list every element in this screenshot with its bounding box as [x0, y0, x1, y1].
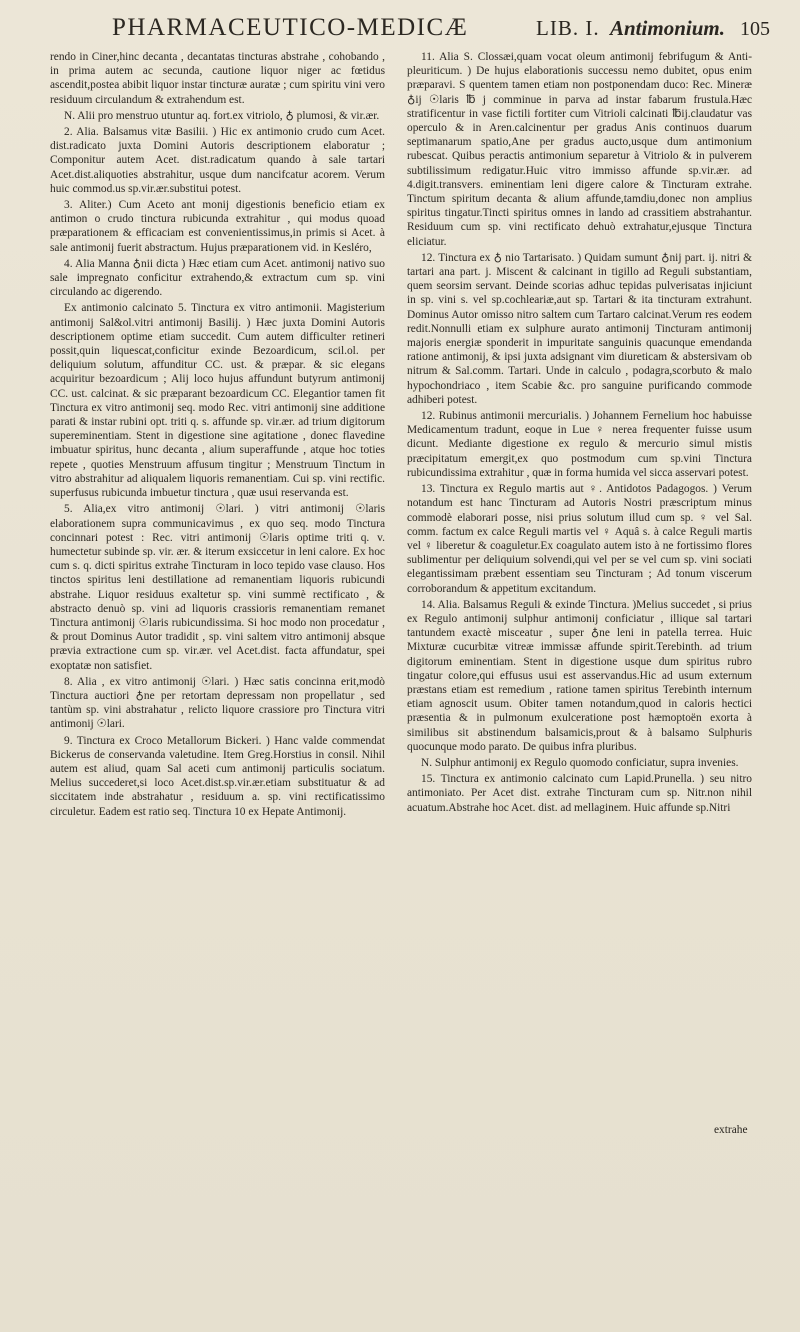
page-number: 105: [740, 18, 770, 40]
left-column: [50, 50, 385, 821]
paragraph: 12. Rubinus antimonii mercurialis. ) Johannem Fernelium hoc habuisse Medicamentum tradunt, eoque in Lue ♀ nerea frequenter fuisse usum dicunt. Mediante digestione ex regulo & mercurio simul mistis præcipitatum emergit,ex quo postmodum cum sp.vini Tinctura rubicundissima extrahitur , quæ in forma humida vel sicca asservari potest.: [407, 410, 752, 479]
section-title: Antimonium.: [610, 16, 725, 40]
paragraph: 4. Alia Manna ♁nii dicta ) Hæc etiam cum Acet. antimonij nativo suo sale impregnato conficitur extrahendo,& extractum cum sp. vini circulando ac digerendo.: [50, 257, 385, 299]
paragraph: 9. Tinctura ex Croco Metallorum Bickeri. ) Hanc valde commendat Bickerus de conservanda valetudine. Item Greg.Horstius in consil. Nihil autem est aliud, quam Sal aceti cum antimonij particulis sociatum. Melius succederet,si loco Acet.dist.sp.vir.ær.etiam substituatur & ad siccitatem inde abstrahatur , residuum a. sp. vini rectificatissimo circuletur. Eadem est ratio seq. Tinctura 10 ex Hepate Antimonij.: [50, 734, 385, 818]
paragraph: 3. Aliter.) Cum Aceto ant monij digestionis beneficio etiam ex antimon o crudo tinctura rubicunda extrahitur , qui modus quoad præparationem & efficaciam est convenientissimus,in primis si Acet. à sale antimonij fuerit abstractum. Hujus præparationem vid. in Kesléro,: [50, 199, 385, 254]
paragraph: 13. Tinctura ex Regulo martis aut ♀. Antidotos Padagogos. ) Verum notandum est hanc Tincturam ad Autoris Nostri præscriptum minus commodè elaborari posse, nisi prius solutum illud cum sp. ♀ vel Sal. comm. factum ex calce Reguli martis vel ♀ Aquâ s. à calce Reguli martis vel ♀ liberetur & coaguletur.Ex coagulato autem isto à ne fortissimo flores sublimentur per deliquium solvendi,qui vel per se vel cum sp. vini sociati elegantissimam præbent essentiam seu Tincturam ; Ad tonum viscerum corroborandum & appetitum excitandum.: [407, 483, 752, 595]
paragraph: 11. Alia S. Clossæi,quam vocat oleum antimonij febrifugum & Anti-pleuriticum. ) De hujus elaborationis successu nemo dubitet, opus enim præparavi. S quentem tamen etiam non postponendam duco: Rec. Mineræ ♁ij ☉laris ℔ j comminue in parva ad instar fabarum frustula.Hæc stratificentur in vase fictili fortiter cum Vitrioli calcinati ℔ij.claudatur vas operculo & in Aren.calcinentur per gradus Anis continuos duarum septimanarum spatio,Ane per gradus aucto,usque dum antimonium rubescat. Quibus peractis antimonium separetur à Vitriolo & in pulverem subtilissimum redigatur.Huic vitro immisso affunde sp.vir.ær. ad 4.digit.transvers. eminentiam leni digere calore & Tincturam extrahe. Tinctum spiritum decanta & alium affunde,tamdiu,donec non amplius spiritus tingatur.Tincti spiritus omnes in lando ad crassitiem abstrahantur. Residuum cum sp. vini rectificato dehuò extrahatur,ejusque Tinctura eliciatur.: [407, 51, 752, 248]
paragraph: 15. Tinctura ex antimonio calcinato cum Lapid.Prunella. ) seu nitro antimoniato. Per Acet dist. extrahe Tincturam cum sp. Nitr.non nihil acuatum.Abstrahe hoc Acet. dist. ad mellaginem. Huic affunde sp.Nitri: [407, 773, 752, 814]
page-header: [112, 14, 770, 48]
catchword: extrahe: [714, 1124, 748, 1136]
paragraph: 14. Alia. Balsamus Reguli & exinde Tinctura. )Melius succedet , si prius ex Regulo antimonij sulphur antimonij conficiatur , illique sal tartari tantundem exactè misceatur , super ♁ne leni in patella terrea. Huic Mixturæ cucurbitæ vitreæ immissæ affunde spirit.Terebinth. ad trium digitorum eminentiam. Stent in digestione usque dum spiritus rubro tingatur colore,qui effusus usui est asservandus.Hic ad usum externum præstans etiam est remedium , ratione tamen spiritus Terebinth internum etiam agnoscit usum. Obiter tamen notandum,quod in caloris hectici præsentia & in pulmonum exulceratione post hæmoptoën exorta à similibus sit abstinendum balsamicis,prout & à balsamo Sulphuris quocunque modo parato. De quibus infra pluribus.: [407, 598, 752, 753]
paragraph: Ex antimonio calcinato 5. Tinctura ex vitro antimonii. Magisterium antimonij Sal&ol.vitri antimonij Basilij. ) Hæc juxta Domini Autoris descriptionem optime etiam succedit. Cum autem difficulter retineri possit,quin liquescat,conficitur exinde Bezoardicum, scil.ol. per deliquium solutum, affunditur CC. ust. & præpar. & sic elegans acquiritur bezoardicum ; Alij loco hujus affundunt butyrum antimonij CC. ust. calcinat. & sic præparant bezoardicum CC. Elegantior tamen fit Tinctura ex vitro antimonij seq. modo Rec. vitri antimonij sine additione parati & instar rubini opt. triti q. s. affunde sp. vir.ær. ad trium digitorum supereminentiam. Stent in digestione sine agitatione , donec flavedine imbuatur spiritus, hunc decanta , alium superaffunde , atque hoc toties repete , quoties Menstruum affusum tingitur ; Menstruum Tinctum in vitro abstrahitur ad aliqualem liquoris remanentiam. Cui sp. vini rectific. superfusus rubicunda imbuetur tinctura , quæ usui reservanda est.: [50, 302, 385, 500]
paragraph: 12. Tinctura ex ♁ nio Tartarisato. ) Quidam sumunt ♁nij part. ij. nitri & tartari ana part. j. Miscent & calcinant in tigillo ad Reguli substantiam, quem seorsim servant. Deinde scorias adhuc tepidas pulverisatas injiciunt in sp. vini s. vel sp.cochleariæ,aut sp. Tartari & ita tincturam extrahunt. Dominus Autor omisso nitro saltem cum Tartaro calcinat.Verum res eodem redit.Nonnulli etiam ex sulphure aurato antimonij Tincturam antimonij majoris energiæ sponderit in impuritate sanguinis quacunque emendanda ratione antimonij, & ipsi juxta adsignant vim diureticam & abstersivam ob nitrum & Sal.comm. Tartari. Unde in calculo , podagra,scorbuto & malo hypochondriaco , item Scabie &c. pro sanguine purificando commode adhiberi potest.: [407, 251, 752, 406]
paragraph: 2. Alia. Balsamus vitæ Basilii. ) Hic ex antimonio crudo cum Acet. dist.radicato juxta Domini Autoris descriptionem elaboratur ; Componitur autem Acet. dist.radicatum quando à sale tartari Acet.dist.aliquoties abstrahitur, usque dum nancifcatur acorem. Verum huic commod.us sp.vir.ær.substitui potest.: [50, 126, 385, 195]
running-title: PHARMACEUTICO-MEDICÆ: [112, 14, 469, 41]
paragraph: N. Alii pro menstruo utuntur aq. fort.ex vitriolo, ♁ plumosi, & vir.ær.: [64, 109, 380, 122]
paragraph: rendo in Ciner,hinc decanta , decantatas tincturas abstrahe , cohobando , in prima autem ac secunda, cautione liquor niger ac fœtidus ascendit,postea abibit liquor instar tincturæ auratæ ; cum spiritu vini vero residuum circulandum & extrahendum est.: [50, 51, 385, 106]
paragraph: N. Sulphur antimonij ex Regulo quomodo conficiatur, supra invenies.: [421, 756, 739, 769]
paragraph: 5. Alia,ex vitro antimonij ☉lari. ) vitri antimonij ☉laris elaborationem supra communicavimus , ex quo seq. modo Tinctura concinnari potest : Rec. vitri antimonij ☉laris optime triti q. v. humectetur subinde sp. vir. ær. & iterum exsiccetur in leni calore. Ex hoc cum s. q. dicti spiritus extrahe Tincturam in loco tepido vase clauso. Hos tinctos spiritus leni destillatione ad remanentiam liquoris rubicundi abstrahe. Liquor residuus exaltetur sp. vini summè rectificato , & abstracto denuò sp. vini ad liquoris crassioris remanentiam remanet Tinctura antimonij ☉laris rubicundissima. Si hoc modo non procedatur , & prout Dominus Autor tradidit , sp. vini saltem vitro antimonij absque prævia extractione cum sp. vir.ær. vel Acet.dist. facta affundatur, spei exoptatæ non satisfiet.: [50, 503, 385, 672]
right-column: [407, 50, 752, 817]
book-number: LIB. I.: [536, 16, 600, 40]
paragraph: 8. Alia , ex vitro antimonij ☉lari. ) Hæc satis concinna erit,modò Tinctura auctiori ♁ne per retortam depressam non propellatur , sed tantùm sp. vini abstrahatur , relicto liquore crassiore pro Tinctura vitri antimonij ☉lari.: [50, 675, 385, 731]
